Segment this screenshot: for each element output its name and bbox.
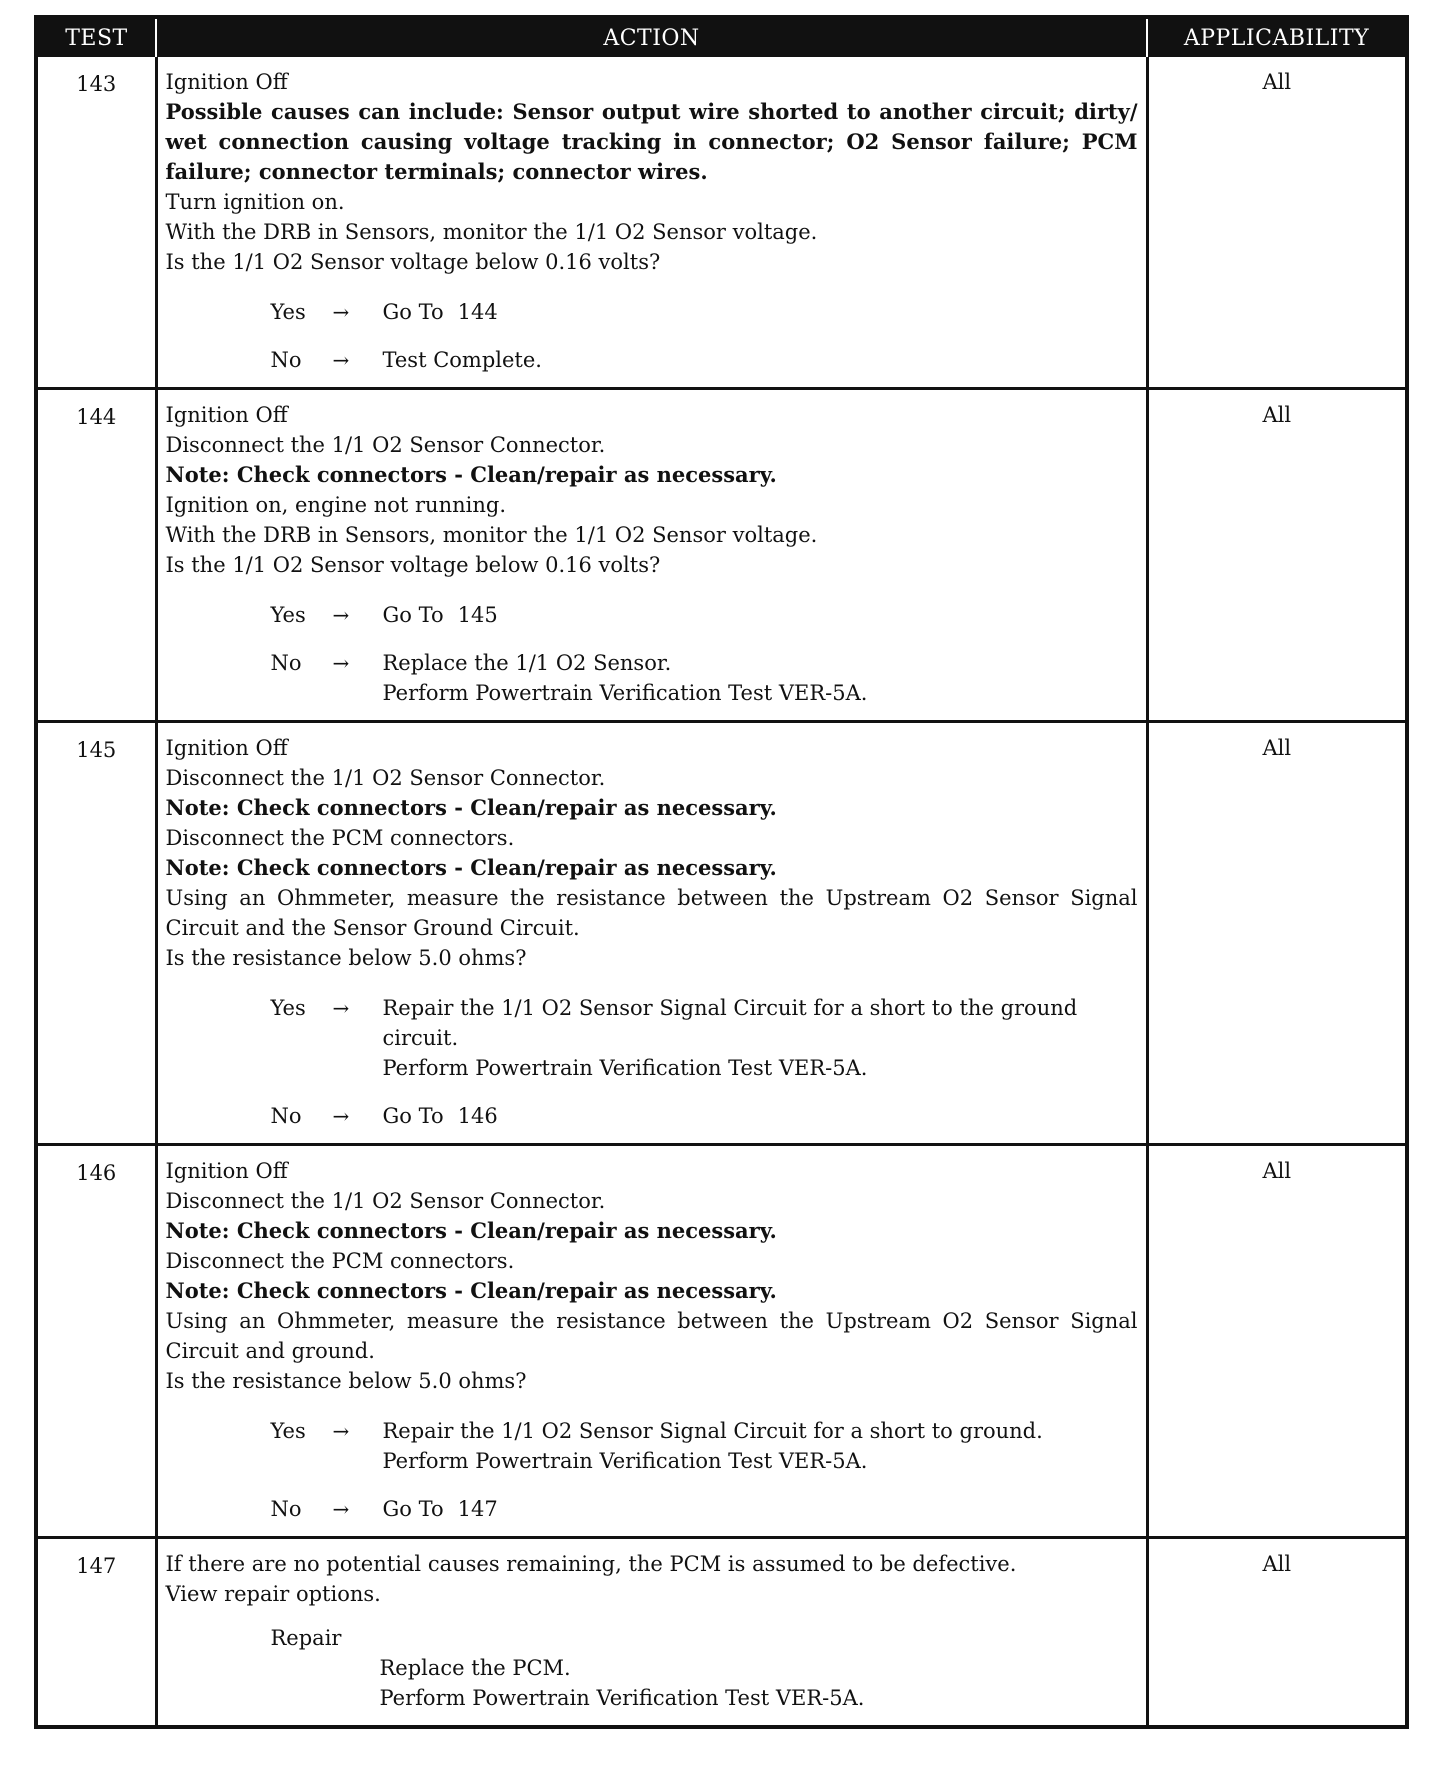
action-step: Ignition on, engine not running. [165, 493, 506, 517]
action-step: With the DRB in Sensors, monitor the 1/1 O2 Sensor voltage. [165, 220, 818, 244]
applicability: All [1147, 57, 1407, 389]
right-arrow-icon: → [332, 996, 350, 1020]
action-step: Using an Ohmmeter, measure the resistance between the Upstream O2 Sensor Signal Circuit and the Sensor Ground Circuit. [165, 886, 1138, 940]
no-branch [271, 1101, 1138, 1131]
table-row [36, 1538, 1407, 1728]
table-row [36, 1145, 1407, 1538]
no-label: No [270, 348, 302, 372]
right-arrow-icon: → [332, 603, 350, 627]
table-row [36, 57, 1407, 389]
right-arrow-icon: → [332, 348, 350, 372]
action-step: Disconnect the 1/1 O2 Sensor Connector. [165, 766, 606, 790]
action-cell [156, 57, 1147, 389]
action-question: Is the 1/1 O2 Sensor voltage below 0.16 volts? [165, 553, 661, 577]
action-note: Note: Check connectors - Clean/repair as necessary. [165, 1218, 777, 1243]
goto-label: Go To [382, 1104, 444, 1128]
yes-branch [271, 600, 1138, 630]
action-note: Note: Check connectors - Clean/repair as necessary. [165, 1278, 777, 1303]
table-row [36, 722, 1407, 1145]
goto-link[interactable]: 146 [457, 1104, 498, 1128]
action-step: Disconnect the 1/1 O2 Sensor Connector. [165, 1189, 606, 1213]
test-number: 147 [36, 1538, 156, 1728]
yes-branch [271, 1416, 1138, 1476]
right-arrow-icon: → [332, 300, 350, 324]
test-number: 143 [76, 72, 117, 96]
goto-link[interactable]: 147 [457, 1497, 498, 1521]
yes-label: Yes [270, 603, 306, 627]
no-label: No [270, 1104, 302, 1128]
goto-label: Go To [382, 603, 444, 627]
verification-step: Perform Powertrain Verification Test VER-5A. [382, 1056, 868, 1080]
action-cell [156, 1538, 1147, 1728]
diagnostic-procedure-table [34, 15, 1405, 1729]
action-step: Ignition Off [165, 736, 288, 760]
test-number: 144 [36, 389, 156, 722]
action-step: Ignition Off [165, 70, 288, 94]
possible-causes: Possible causes can include: Sensor output wire shorted to another circuit; dirty/ wet connection causing voltage tracking in connector; O2 Sensor failure; PCM failure; connector terminals; connector wires. [165, 99, 1138, 184]
action-step: With the DRB in Sensors, monitor the 1/1 O2 Sensor voltage. [165, 523, 818, 547]
goto-label: Go To [382, 300, 444, 324]
action-question: Is the resistance below 5.0 ohms? [165, 1369, 527, 1393]
action-note: Note: Check connectors - Clean/repair as necessary. [165, 795, 777, 820]
goto-label: Go To [382, 1497, 444, 1521]
yes-branch [271, 297, 1138, 327]
yes-result: Repair the 1/1 O2 Sensor Signal Circuit for a short to the ground circuit. [382, 996, 1078, 1050]
action-cell [156, 722, 1147, 1145]
applicability: All [1147, 1145, 1407, 1538]
header-row [36, 17, 1407, 57]
header-applicability: APPLICABILITY [1147, 17, 1407, 57]
action-step: If there are no potential causes remaining, the PCM is assumed to be defective. [165, 1552, 1017, 1576]
verification-step: Perform Powertrain Verification Test VER-5A. [382, 681, 868, 705]
goto-link[interactable]: 144 [457, 300, 498, 324]
action-step: Using an Ohmmeter, measure the resistance between the Upstream O2 Sensor Signal Circuit and ground. [165, 1309, 1138, 1363]
action-step: View repair options. [165, 1582, 381, 1606]
action-cell [156, 1145, 1147, 1538]
repair-label: Repair [270, 1626, 342, 1650]
yes-label: Yes [270, 300, 306, 324]
action-note: Note: Check connectors - Clean/repair as necessary. [165, 855, 777, 880]
action-step: Turn ignition on. [165, 190, 345, 214]
yes-result: Repair the 1/1 O2 Sensor Signal Circuit for a short to ground. [382, 1419, 1043, 1443]
yes-branch [271, 993, 1138, 1083]
yes-label: Yes [270, 1419, 306, 1443]
test-table [34, 15, 1409, 1729]
no-branch [271, 1494, 1138, 1524]
applicability: All [1147, 1538, 1407, 1728]
no-label: No [270, 1497, 302, 1521]
no-result: Replace the 1/1 O2 Sensor. [382, 651, 672, 675]
action-question: Is the 1/1 O2 Sensor voltage below 0.16 volts? [165, 250, 661, 274]
action-step: Ignition Off [165, 403, 288, 427]
yes-label: Yes [270, 996, 306, 1020]
test-number: 145 [36, 722, 156, 1145]
action-step: Disconnect the 1/1 O2 Sensor Connector. [165, 433, 606, 457]
goto-link[interactable]: 145 [457, 603, 498, 627]
applicability: All [1147, 389, 1407, 722]
action-cell [156, 389, 1147, 722]
right-arrow-icon: → [332, 651, 350, 675]
table-row [36, 389, 1407, 722]
no-label: No [270, 651, 302, 675]
verification-step: Perform Powertrain Verification Test VER-5A. [379, 1686, 865, 1710]
action-step: Disconnect the PCM connectors. [165, 1249, 515, 1273]
right-arrow-icon: → [332, 1419, 350, 1443]
verification-step: Perform Powertrain Verification Test VER-5A. [382, 1449, 868, 1473]
right-arrow-icon: → [332, 1497, 350, 1521]
no-result: Test Complete. [382, 348, 542, 372]
test-number: 146 [36, 1145, 156, 1538]
no-branch [271, 648, 1138, 708]
header-test: TEST [36, 17, 156, 57]
action-note: Note: Check connectors - Clean/repair as necessary. [165, 462, 777, 487]
action-step: Ignition Off [165, 1159, 288, 1183]
right-arrow-icon: → [332, 1104, 350, 1128]
action-step: Disconnect the PCM connectors. [165, 826, 515, 850]
applicability: All [1147, 722, 1407, 1145]
no-branch [271, 345, 1138, 375]
action-question: Is the resistance below 5.0 ohms? [165, 946, 527, 970]
header-action: ACTION [156, 17, 1147, 57]
repair-step: Replace the PCM. [379, 1656, 571, 1680]
